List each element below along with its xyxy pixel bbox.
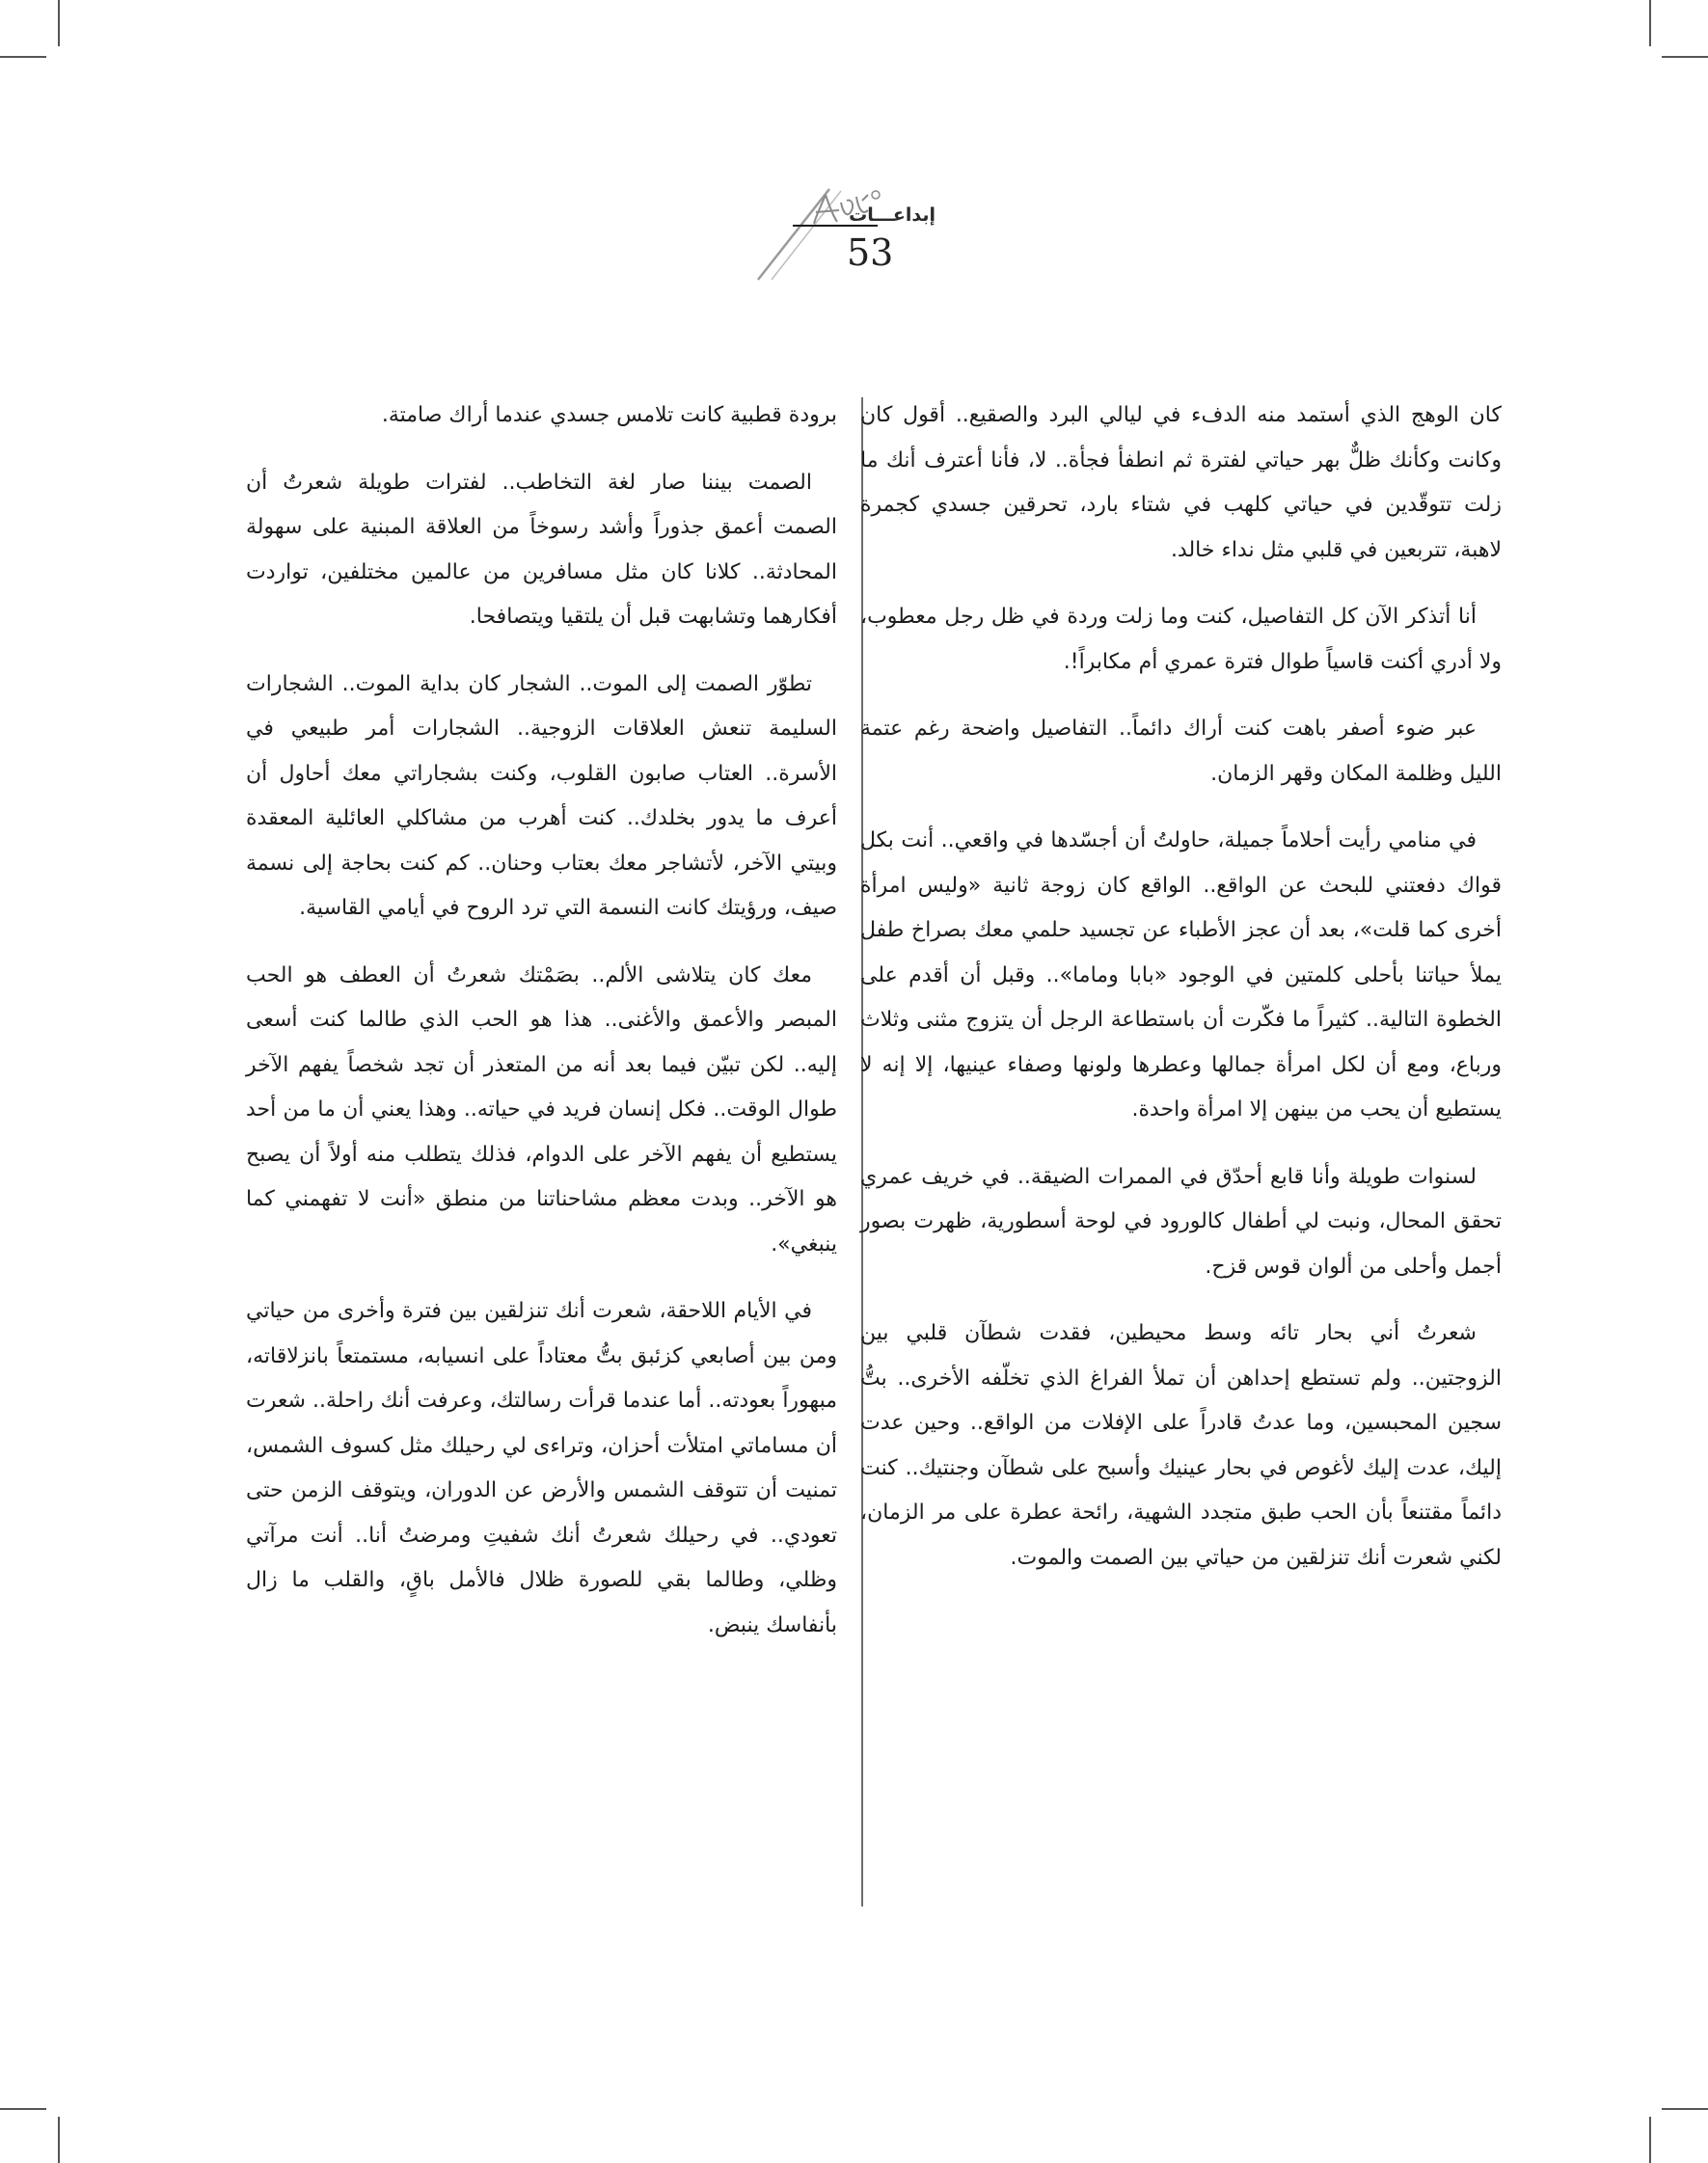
paragraph: شعرتُ أني بحار تائه وسط محيطين، فقدت شطآن قلبي بين الزوجتين.. ولم تستطع إحداهن أن تملأ الفراغ الذي تخلّفه الأخرى.. بتُّ سجين المحبسين، وما عدتُ قادراً على الإفلات من الواقع.. وحين عدت إليك، عدت إليك لأغوص في بحار عينيك وأسبح على شطآن وجنتيك.. كنت دائماً مقتنعاً بأن الحب طبق متجدد الشهية، رائحة عطرة على مر الزمان، لكني شعرت أنك تنزلقين من حياتي بين الصمت والموت. [860,1321,1502,1570]
crop-mark [0,2108,46,2110]
paragraph: الصمت بيننا صار لغة التخاطب.. لفترات طويلة شعرتُ أن الصمت أعمق جذوراً وأشد رسوخاً من العلاقة المبنية على سهولة المحادثة.. كلانا كان مثل مسافرين من عالمين مختلفين، تواردت أفكارهما وتشابهت قبل أن يلتقيا ويتصافحا. [246,470,837,629]
logo-icon [733,183,935,289]
crop-mark [1649,0,1651,46]
paragraph: لسنوات طويلة وأنا قابع أحدّق في الممرات الضيقة.. في خريف عمري تحقق المحال، ونبت لي أطفال كالورود في لوحة أسطورية، ظهرت بصور أجمل وأحلى من ألوان قوس قزح. [860,1164,1502,1279]
crop-mark [1662,56,1708,58]
paragraph: أنا أتذكر الآن كل التفاصيل، كنت وما زلت وردة في ظل رجل معطوب، ولا أدري أكنت قاسياً طوال فترة عمري أم مكابراً!. [860,605,1502,674]
right-column [860,393,1502,1603]
paragraph: كان الوهج الذي أستمد منه الدفء في ليالي البرد والصقيع.. أقول كان وكانت وكأنك ظلٌّ بهر حياتي لفترة ثم انطفأ فجأة.. لا، فأنا أعترف أنك ما زلت تتوقّدين في حياتي كلهب في شتاء بارد، تحرقين جسدي كجمرة لاهبة، تتربعين في قلبي مثل نداء خالد. [860,403,1502,562]
page-header [733,183,935,289]
section-label: إبداعـــات [849,204,935,226]
paragraph: في الأيام اللاحقة، شعرت أنك تنزلقين بين فترة وأخرى من حياتي ومن بين أصابعي كزئبق بتُّ معتاداً على انسيابه، مستمتعاً بانزلاقاته، مبهوراً بعودته.. أما عندما قرأت رسالتك، وعرفت أنك راحلة.. شعرت أن مساماتي امتلأت أحزان، وتراءى لي رحيلك مثل كسوف الشمس، تمنيت أن تتوقف الشمس والأرض عن الدوران، ويتوقف الزمن حتى تعودي.. في رحيلك شعرتُ أنك شفيتِ ومرضتُ أنا.. أنت مرآتي وظلي، وطالما بقي للصورة ظلال فالأمل باقٍ، والقلب ما زال بأنفاسك ينبض. [246,1299,837,1637]
crop-mark [58,0,60,46]
paragraph: تطوّر الصمت إلى الموت.. الشجار كان بداية الموت.. الشجارات السليمة تنعش العلاقات الزوجية.. الشجارات أمر طبيعي في الأسرة.. العتاب صابون القلوب، وكنت بشجاراتي معك أحاول أن أعرف ما يدور بخلدك.. كنت أهرب من مشاكلي العائلية المعقدة وبيتي الآخر، لأتشاجر معك بعتاب وحنان.. كم كنت بحاجة إلى نسمة صيف، ورؤيتك كانت النسمة التي ترد الروح في أيامي القاسية. [246,671,837,920]
crop-mark [1662,2108,1708,2110]
paragraph: في منامي رأيت أحلاماً جميلة، حاولتُ أن أجسّدها في واقعي.. أنت بكل قواك دفعتني للبحث عن الواقع.. الواقع كان زوجة ثانية «وليس امرأة أخرى كما قلت»، بعد أن عجز الأطباء عن تجسيد حلمي معك بصراخ طفل يملأ حياتنا بأحلى كلمتين في الوجود «بابا وماما».. وقبل أن أقدم على الخطوة التالية.. كثيراً ما فكّرت أن باستطاعة الرجل أن يتزوج مثنى وثلاث ورباع، ومع أن لكل امرأة جمالها وعطرها ولونها وصفاء عينيها، إلا إنه لا يستطيع أن يحب من بينهن إلا امرأة واحدة. [860,828,1502,1122]
paragraph: عبر ضوء أصفر باهت كنت أراك دائماً.. التفاصيل واضحة رغم عتمة الليل وظلمة المكان وقهر الزمان. [860,716,1502,786]
crop-mark [0,56,46,58]
paragraph: برودة قطبية كانت تلامس جسدي عندما أراك صامتة. [381,403,837,427]
crop-mark [1649,2117,1651,2163]
paragraph: معك كان يتلاشى الألم.. بصَمْتك شعرتُ أن العطف هو الحب المبصر والأعمق والأغنى.. هذا هو الحب الذي طالما كنت أسعى إليه.. لكن تبيّن فيما بعد أنه من المتعذر أن تجد شخصاً يفهم الآخر طوال الوقت.. فكل إنسان فريد في حياته.. وهذا يعني أن ما من أحد يستطيع أن يفهم الآخر على الدوام، فذلك يتطلب منه أولاً أن يصبح هو الآخر.. وبدت معظم مشاحناتنا من منطق «أنت لا تفهمني كما ينبغي». [246,962,837,1257]
left-column [246,393,837,1670]
page-number: 53 [847,231,894,274]
crop-mark [58,2117,60,2163]
